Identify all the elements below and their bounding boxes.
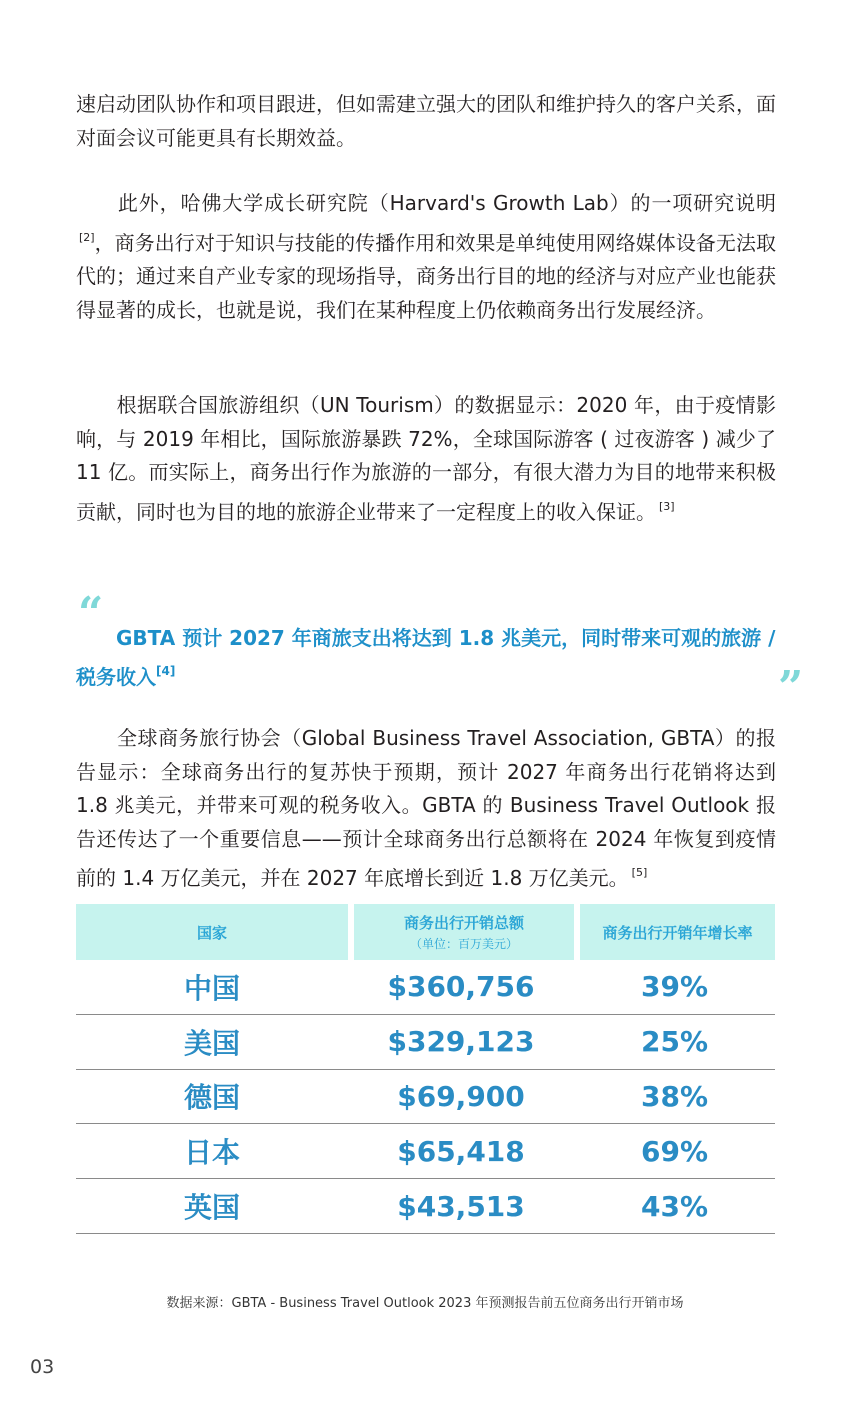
business-travel-spend-table (76, 904, 775, 1234)
cell-spend: $329,123 (348, 1015, 574, 1070)
paragraph-text: 根据联合国旅游组织（UN Tourism）的数据显示：2020 年，由于疫情影响，与 2019 年相比，国际旅游暴跌 72%，全球国际游客 ( 过夜游客 ) 减少了 11 亿。而实际上，商务出行作为旅游的一部分，有很大潜力为目的地带来积极贡献，同时也为目的地的旅游企业带来了一定程度上的收入保证。 (76, 393, 776, 524)
cell-country: 美国 (76, 1015, 348, 1070)
table-row (76, 1124, 775, 1179)
table-header-row (76, 904, 775, 960)
footnote-ref: [2] (79, 230, 95, 244)
data-source-note: 数据来源：GBTA - Business Travel Outlook 2023 年预测报告前五位商务出行开销市场 (166, 1296, 684, 1311)
paragraph-un-tourism (76, 389, 776, 529)
cell-spend: $43,513 (348, 1179, 574, 1234)
quote-open-mark: “ (78, 588, 104, 639)
header-growth: 商务出行开销年增长率 (574, 904, 775, 960)
paragraph-text: 全球商务旅行协会（Global Business Travel Association, GBTA）的报告显示：全球商务出行的复苏快于预期，预计 2027 年商务出行花销将达到 1.8 兆美元，并带来可观的税务收入。GBTA 的 Business Travel Outlook 报告还传达了一个重要信息——预计全球商务出行总额将在 2024 年恢复到疫情前的 1.4 万亿美元，并在 2027 年底增长到近 1.8 万亿美元。 (76, 726, 776, 890)
cell-spend: $65,418 (348, 1124, 574, 1179)
paragraph-text-cont: ，商务出行对于知识与技能的传播作用和效果是单纯使用网络媒体设备无法取代的；通过来自产业专家的现场指导，商务出行目的地的经济与对应产业也能获得显著的成长，也就是说，我们在某种程度上仍依赖商务出行发展经济。 (76, 230, 776, 322)
page-number: 03 (30, 1356, 55, 1378)
cell-country: 日本 (76, 1124, 348, 1179)
cell-growth: 25% (574, 1015, 775, 1070)
cell-growth: 69% (574, 1124, 775, 1179)
paragraph-text: 速启动团队协作和项目跟进，但如需建立强大的团队和维护持久的客户关系，面对面会议可能更具有长期效益。 (76, 92, 776, 150)
header-spend-unit: （单位：百万美元） (409, 937, 518, 951)
paragraph-text: 此外，哈佛大学成长研究院（Harvard's Growth Lab）的一项研究说明 (76, 191, 776, 215)
pull-quote-text: GBTA 预计 2027 年商旅支出将达到 1.8 兆美元，同时带来可观的旅游 / 税务收入 (76, 626, 776, 689)
table-row (76, 1015, 775, 1070)
cell-country: 中国 (76, 960, 348, 1015)
cell-spend: $360,756 (348, 960, 574, 1015)
table-row (76, 1179, 775, 1234)
cell-country: 英国 (76, 1179, 348, 1234)
cell-country: 德国 (76, 1070, 348, 1125)
cell-spend: $69,900 (348, 1070, 574, 1125)
cell-growth: 43% (574, 1179, 775, 1234)
footnote-ref: [5] (631, 866, 648, 879)
footnote-ref: [4] (156, 664, 176, 678)
header-country: 国家 (76, 904, 348, 960)
footnote-ref: [3] (659, 499, 675, 513)
paragraph-gbta (76, 722, 776, 896)
cell-growth: 38% (574, 1070, 775, 1125)
header-spend (348, 904, 574, 960)
table-row (76, 1070, 775, 1125)
quote-close-mark: ” (778, 662, 804, 713)
paragraph-harvard (76, 187, 776, 327)
table-row (76, 960, 775, 1015)
pull-quote (76, 622, 776, 694)
header-spend-label: 商务出行开销总额 (403, 914, 524, 932)
paragraph-intro (76, 88, 776, 155)
cell-growth: 39% (574, 960, 775, 1015)
